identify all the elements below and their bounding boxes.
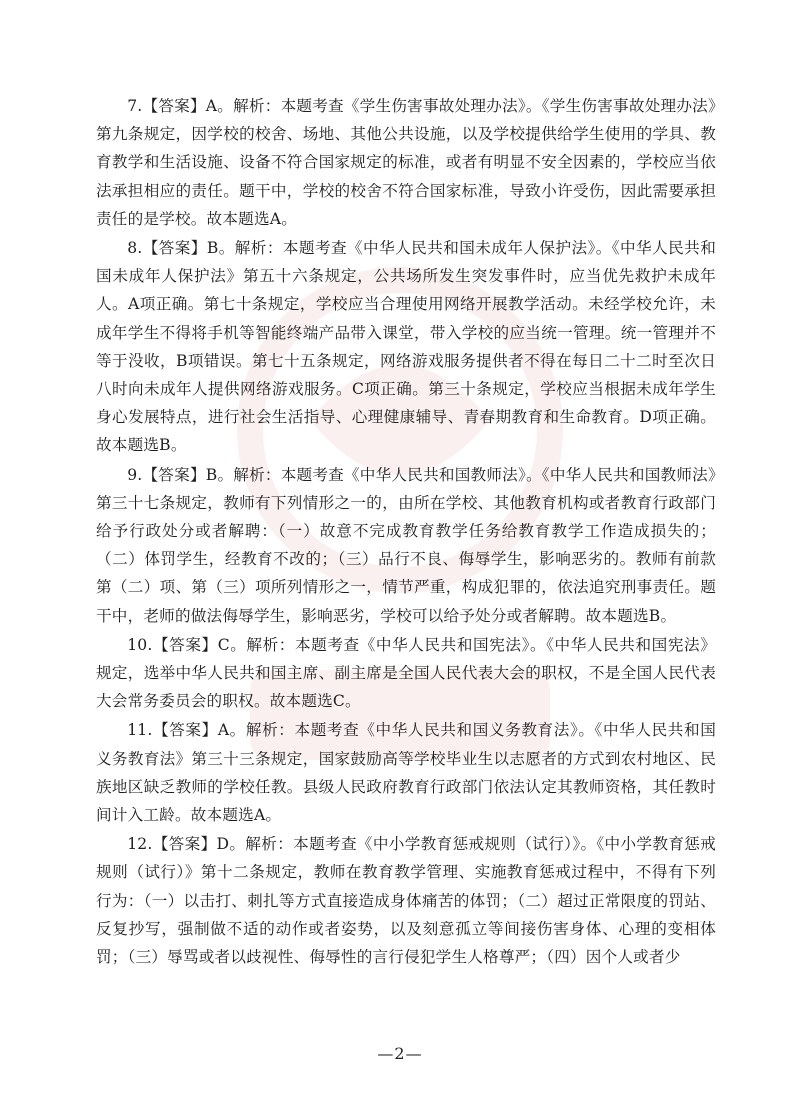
answer-explanations [96, 92, 716, 972]
answer-paragraph-9: 9.【答案】B。解析：本题考查《中华人民共和国教师法》。《中华人民共和国教师法》第三十七条规定，教师有下列情形之一的，由所在学校、其他教育机构或者教育行政部门给予行政处分或者解聘：（一）故意不完成教育教学任务给教育教学工作造成损失的；（二）体罚学生，经教育不改的；（三）品行不良、侮辱学生，影响恶劣的。教师有前款第（二）项、第（三）项所列情形之一，情节严重，构成犯罪的，依法追究刑事责任。题干中，老师的做法侮辱学生，影响恶劣，学校可以给予处分或者解聘。故本题选B。 [96, 465, 716, 625]
answer-paragraph-7: 7.【答案】A。解析：本题考查《学生伤害事故处理办法》。《学生伤害事故处理办法》第九条规定，因学校的校舍、场地、其他公共设施，以及学校提供给学生使用的学具、教育教学和生活设施、设备不符合国家规定的标准，或者有明显不安全因素的，学校应当依法承担相应的责任。题干中，学校的校舍不符合国家标准，导致小许受伤，因此需要承担责任的是学校。故本题选A。 [96, 97, 716, 228]
answer-paragraph-11: 11.【答案】A。解析：本题考查《中华人民共和国义务教育法》。《中华人民共和国义务教育法》第三十三条规定，国家鼓励高等学校毕业生以志愿者的方式到农村地区、民族地区缺乏教师的学校任教。县级人民政府教育行政部门依法认定其教师资格，其任教时间计入工龄。故本题选A。 [96, 721, 716, 825]
page-number: —2— [377, 1044, 423, 1063]
answer-paragraph-12: 12.【答案】D。解析：本题考查《中小学教育惩戒规则（试行）》。《中小学教育惩戒规则（试行）》第十二条规定，教师在教育教学管理、实施教育惩戒过程中，不得有下列行为：（一）以击打、刺扎等方式直接造成身体痛苦的体罚；（二）超过正常限度的罚站、反复抄写，强制做不适的动作或者姿势，以及刻意孤立等间接伤害身体、心理的变相体罚；（三）辱骂或者以歧视性、侮辱性的言行侵犯学生人格尊严；（四）因个人或者少 [96, 835, 716, 967]
answer-paragraph-10: 10.【答案】C。解析：本题考查《中华人民共和国宪法》。《中华人民共和国宪法》规定，选举中华人民共和国主席、副主席是全国人民代表大会的职权，不是全国人民代表大会常务委员会的职权。故本题选C。 [96, 635, 716, 711]
answer-paragraph-8: 8.【答案】B。解析：本题考查《中华人民共和国未成年人保护法》。《中华人民共和国未成年人保护法》第五十六条规定，公共场所发生突发事件时，应当优先救护未成年人。A项正确。第七十条规定，学校应当合理使用网络开展教学活动。未经学校允许，未成年学生不得将手机等智能终端产品带入课堂，带入学校的应当统一管理。统一管理并不等于没收，B项错误。第七十五条规定，网络游戏服务提供者不得在每日二十二时至次日八时向未成年人提供网络游戏服务。C项正确。第三十条规定，学校应当根据未成年学生身心发展特点，进行社会生活指导、心理健康辅导、青春期教育和生命教育。D项正确。故本题选B。 [96, 239, 716, 455]
